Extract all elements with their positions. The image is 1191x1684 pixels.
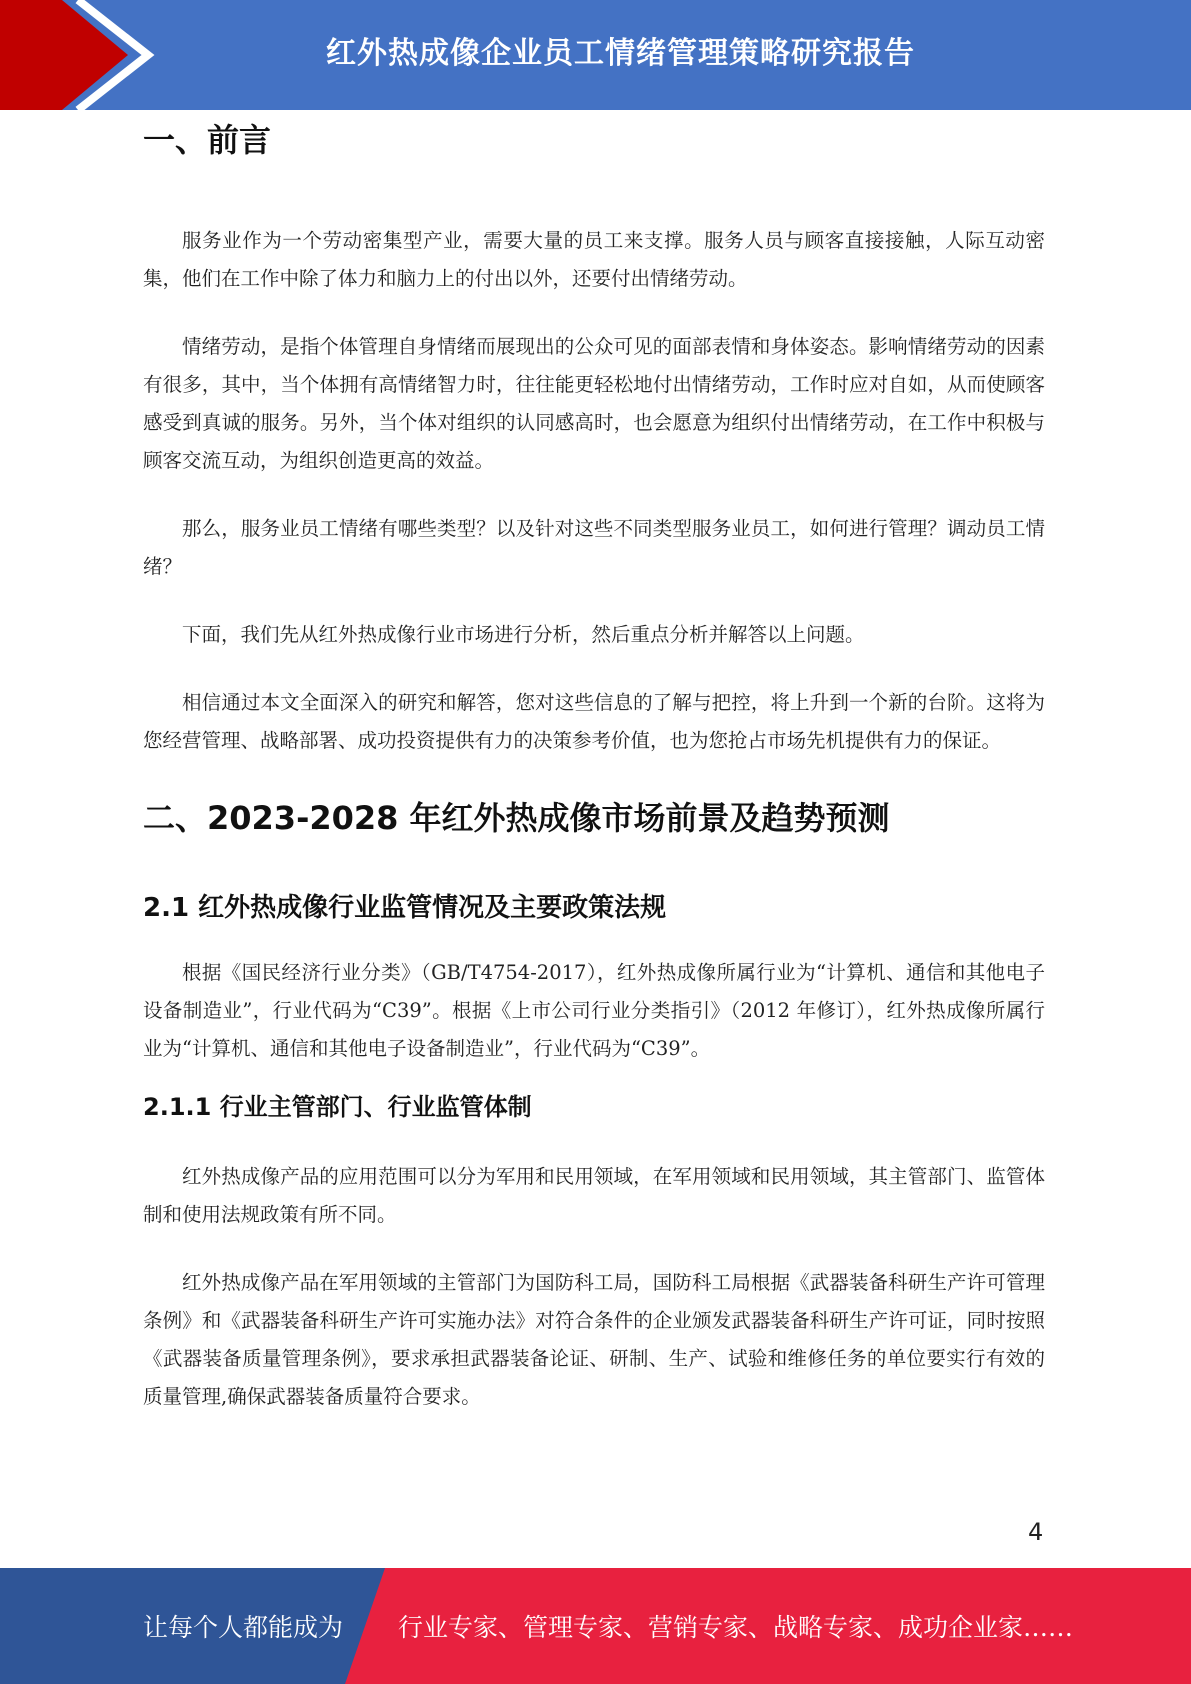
- paragraph: 根据《国民经济行业分类》（GB/T4754-2017），红外热成像所属行业为“计算机、通信和其他电子设备制造业”，行业代码为“C39”。根据《上市公司行业分类指引》（2012 年修订），红外热成像所属行业为“计算机、通信和其他电子设备制造业”，行业代码为“C39”。: [143, 961, 1045, 1060]
- footer-banner: [0, 1568, 1191, 1684]
- footer-slogan-left: 让每个人都能成为: [143, 1613, 344, 1642]
- paragraph: 相信通过本文全面深入的研究和解答，您对这些信息的了解与把控，将上升到一个新的台阶。这将为您经营管理、战略部署、成功投资提供有力的决策参考价值，也为您抢占市场先机提供有力的保证。: [143, 691, 1045, 752]
- paragraph: 情绪劳动，是指个体管理自身情绪而展现出的公众可见的面部表情和身体姿态。影响情绪劳动的因素有很多，其中，当个体拥有高情绪智力时，往往能更轻松地付出情绪劳动，工作时应对自如，从而使顾客感受到真诚的服务。另外，当个体对组织的认同感高时，也会愿意为组织付出情绪劳动，在工作中积极与顾客交流互动，为组织创造更高的效益。: [143, 335, 1045, 472]
- header-arrow-decoration: [0, 0, 160, 110]
- document-body: [143, 118, 1045, 1416]
- subsection-heading-regulation: 2.1 红外热成像行业监管情况及主要政策法规: [143, 893, 667, 923]
- subsection-heading-authority: 2.1.1 行业主管部门、行业监管体制: [143, 1093, 532, 1121]
- footer-slogan-right: 行业专家、管理专家、营销专家、战略专家、成功企业家……: [398, 1613, 1074, 1642]
- paragraph: 下面，我们先从红外热成像行业市场进行分析，然后重点分析并解答以上问题。: [182, 623, 865, 646]
- paragraph: 红外热成像产品的应用范围可以分为军用和民用领域，在军用领域和民用领域，其主管部门、监管体制和使用法规政策有所不同。: [143, 1165, 1045, 1226]
- header-title: 红外热成像企业员工情绪管理策略研究报告: [326, 36, 915, 71]
- section-heading-preface: 一、前言: [143, 121, 272, 159]
- page-number: 4: [1028, 1518, 1044, 1546]
- paragraph: 红外热成像产品在军用领域的主管部门为国防科工局，国防科工局根据《武器装备科研生产许可管理条例》和《武器装备科研生产许可实施办法》对符合条件的企业颁发武器装备科研生产许可证，同时按照《武器装备质量管理条例》，要求承担武器装备论证、研制、生产、试验和维修任务的单位要实行有效的质量管理,确保武器装备质量符合要求。: [143, 1271, 1045, 1408]
- header-banner: [0, 0, 1191, 110]
- paragraph: 那么，服务业员工情绪有哪些类型？以及针对这些不同类型服务业员工，如何进行管理？调动员工情绪？: [143, 517, 1045, 578]
- section-heading-forecast: 二、2023-2028 年红外热成像市场前景及趋势预测: [143, 799, 890, 837]
- paragraph: 服务业作为一个劳动密集型产业，需要大量的员工来支撑。服务人员与顾客直接接触，人际互动密集，他们在工作中除了体力和脑力上的付出以外，还要付出情绪劳动。: [143, 229, 1045, 290]
